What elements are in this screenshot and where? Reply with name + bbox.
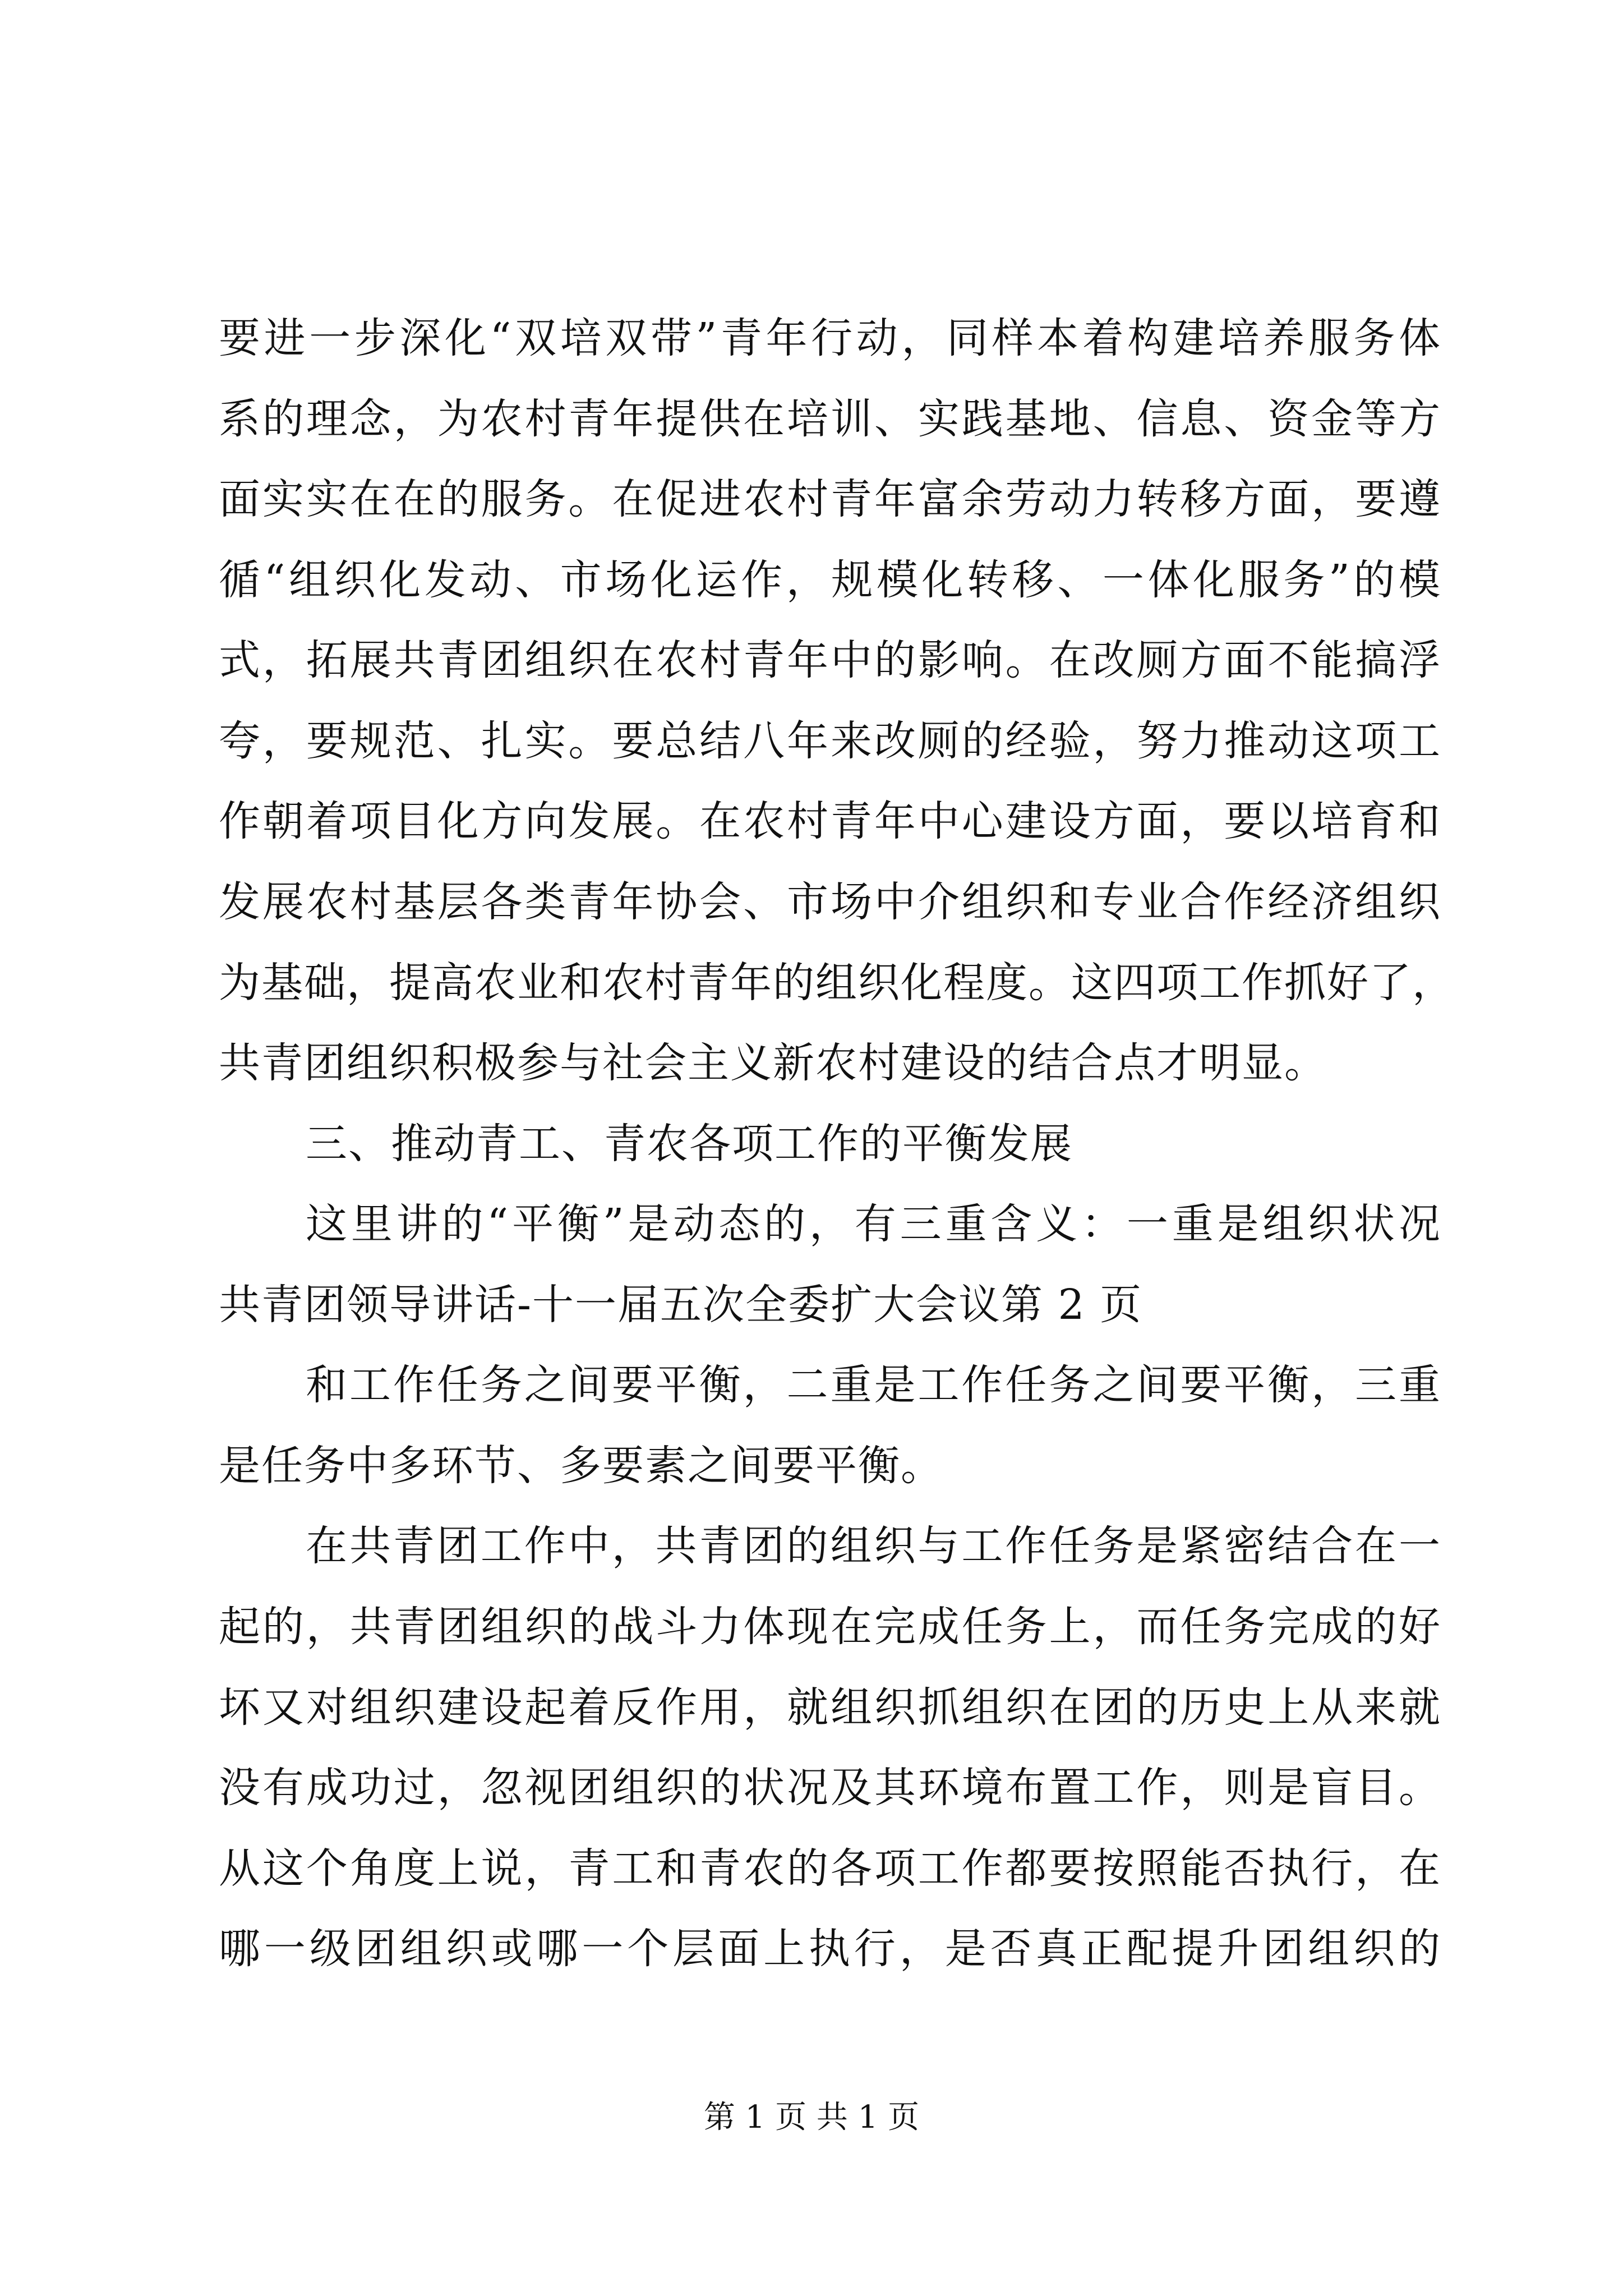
body-text-line: 没有成功过，忽视团组织的状况及其环境布置工作，则是盲目。 (219, 1764, 1441, 1812)
body-text-line: 是任务中多环节、多要素之间要平衡。 (219, 1442, 943, 1490)
body-text-line: 和工作任务之间要平衡，二重是工作任务之间要平衡，三重 (306, 1361, 1441, 1409)
page-break-caption: 共青团领导讲话-十一届五次全委扩大会议第 2 页 (219, 1281, 1143, 1329)
body-text-line: 从这个角度上说，青工和青农的各项工作都要按照能否执行，在 (219, 1844, 1441, 1893)
body-text-line: 夸，要规范、扎实。要总结八年来改厕的经验，努力推动这项工 (219, 717, 1441, 765)
body-text-line: 坏又对组织建设起着反作用，就组织抓组织在团的历史上从来就 (219, 1683, 1441, 1732)
section-heading: 三、推动青工、青农各项工作的平衡发展 (306, 1120, 1073, 1168)
body-text-line: 要进一步深化“双培双带”青年行动，同样本着构建培养服务体 (219, 314, 1441, 362)
body-text-line: 作朝着项目化方向发展。在农村青年中心建设方面，要以培育和 (219, 797, 1441, 845)
body-text-line: 式，拓展共青团组织在农村青年中的影响。在改厕方面不能搞浮 (219, 636, 1441, 684)
body-text-line: 系的理念，为农村青年提供在培训、实践基地、信息、资金等方 (219, 395, 1441, 443)
body-text-line: 共青团组织积极参与社会主义新农村建设的结合点才明显。 (219, 1039, 1327, 1087)
body-text-line: 这里讲的“平衡”是动态的，有三重含义：一重是组织状况 (306, 1200, 1441, 1248)
page-footer: 第 1 页 共 1 页 (703, 2099, 920, 2136)
body-text-line: 哪一级团组织或哪一个层面上执行，是否真正配提升团组织的 (219, 1925, 1441, 1973)
body-text-line: 为基础，提高农业和农村青年的组织化程度。这四项工作抓好了， (219, 959, 1455, 1007)
body-text-line: 在共青团工作中，共青团的组织与工作任务是紧密结合在一 (306, 1522, 1441, 1570)
body-text-line: 发展农村基层各类青年协会、市场中介组织和专业合作经济组织 (219, 878, 1441, 926)
body-text-line: 循“组织化发动、市场化运作，规模化转移、一体化服务”的模 (219, 556, 1441, 604)
body-text-line: 起的，共青团组织的战斗力体现在完成任务上，而任务完成的好 (219, 1603, 1441, 1651)
body-text-line: 面实实在在的服务。在促进农村青年富余劳动力转移方面，要遵 (219, 475, 1441, 523)
